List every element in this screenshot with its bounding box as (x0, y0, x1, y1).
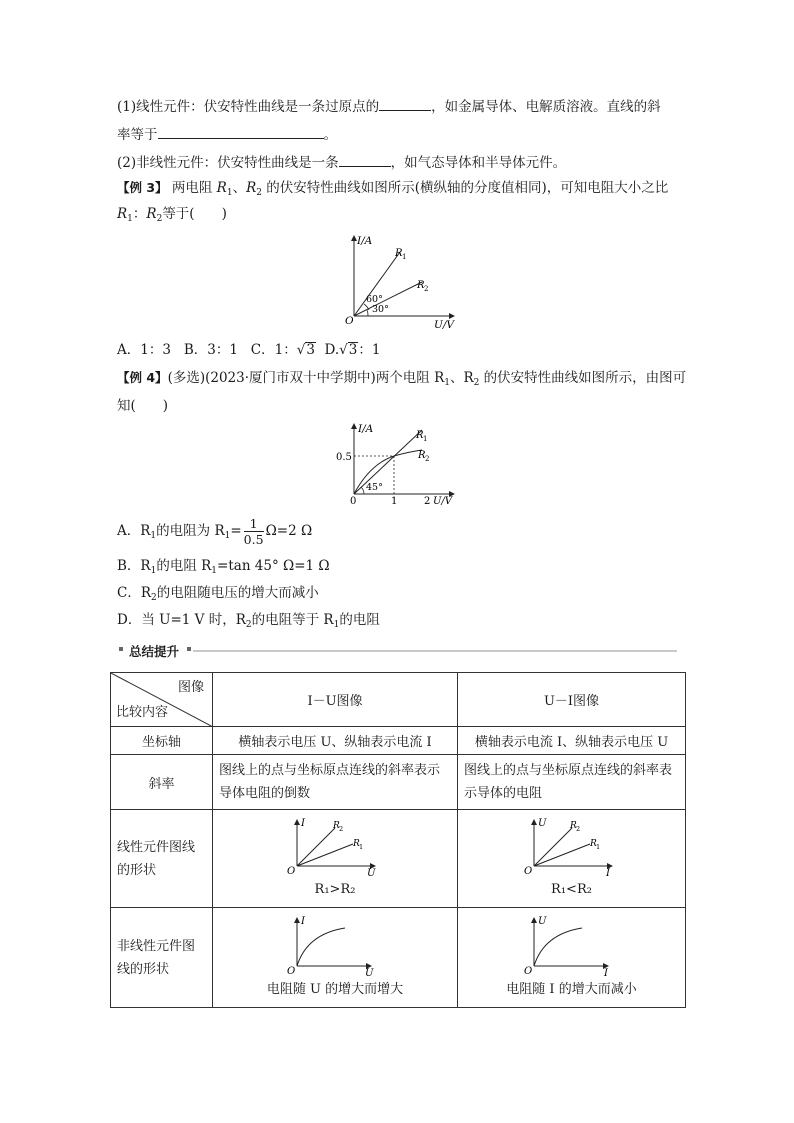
text: 。 (323, 127, 337, 143)
x-axis-label: I (603, 967, 608, 976)
text: D. (324, 342, 340, 358)
sub: 2 (151, 593, 157, 603)
header-ui: U－I图像 (458, 673, 686, 727)
var: R (246, 180, 257, 196)
text: (1)线性元件：伏安特性曲线是一条过原点的 (117, 99, 380, 115)
x-axis-label: I (605, 867, 610, 876)
sub: 1 (127, 214, 133, 224)
characteristic-curve (534, 928, 582, 966)
text: (多选)(2023·厦门市双十中学期中)两个电阻 R (167, 370, 445, 386)
example-4-graph (336, 420, 462, 508)
text: ，如金属导体、电解质溶液。直线的斜 (431, 99, 661, 115)
angle-arc (367, 310, 368, 316)
text: C．R (117, 585, 151, 601)
origin-label: O (523, 865, 532, 876)
table-header-row (111, 673, 686, 727)
text: Ω=2 Ω (265, 523, 313, 539)
text: 的电阻 (339, 612, 380, 628)
text: ：1 (358, 342, 381, 358)
option-d[interactable]: D.√3：1 (324, 342, 381, 358)
r2-sub: 2 (339, 824, 344, 833)
answer-blank[interactable] (339, 152, 391, 167)
text: ： (132, 206, 147, 222)
r2-line (297, 828, 335, 866)
iu-nonlinear-graph (285, 912, 385, 976)
r1-label: R (395, 248, 403, 259)
text: 两电阻 (171, 180, 217, 196)
summary-heading (117, 641, 677, 661)
sub: 1 (150, 566, 157, 576)
cell-iu-nonlinear (213, 908, 458, 1008)
sub: 1 (150, 531, 157, 541)
example-4-option-c[interactable] (117, 583, 319, 603)
ui-nonlinear-graph (522, 912, 622, 976)
header-image: 图像 (177, 680, 204, 695)
answer-blank[interactable] (158, 124, 324, 139)
text: D．当 U=1 V 时，R (117, 612, 246, 628)
r1-label: R (416, 430, 424, 441)
paragraph-linear-element-cont (117, 124, 337, 145)
text: A．R (117, 523, 151, 539)
x-tick-label: 2 (424, 496, 431, 507)
r1-label: R (589, 838, 597, 849)
text: 的电阻随电压的增大而减小 (156, 585, 319, 601)
text: 知( ) (117, 398, 169, 414)
example-tag: 【例 4】 (117, 370, 168, 385)
iu-linear-graph (285, 814, 385, 876)
option-b[interactable]: B．3：1 (183, 342, 238, 358)
cell-ui-slope: 图线上的点与坐标原点连线的斜率表示导体的电阻 (458, 755, 686, 810)
example-3-options (117, 340, 380, 360)
text: B．R (117, 558, 151, 574)
sub: 2 (256, 188, 262, 198)
diagonal-header-cell (111, 673, 213, 727)
r2-label: R (418, 450, 426, 461)
summary-title: 总结提升 (129, 644, 180, 659)
cell-ui-linear (458, 810, 686, 908)
example-4-option-b[interactable] (117, 556, 330, 576)
denominator: 0.5 (243, 532, 264, 547)
r1-line (297, 844, 353, 866)
example-tag: 【例 3】 (117, 180, 168, 195)
r2-sub: 2 (425, 455, 430, 463)
comparison-table (110, 672, 686, 1008)
caption-iu-linear: R₁>R₂ (314, 881, 356, 897)
text: 的伏安特性曲线如图所示(横纵轴的分度值相同)，可知电阻大小之比 (261, 180, 669, 196)
example-3-stem (117, 178, 668, 198)
angle-arc (361, 487, 364, 494)
radicand: 3 (306, 342, 315, 358)
bullet-icon (119, 647, 123, 651)
table-row (111, 810, 686, 908)
r1-sub: 1 (595, 842, 600, 851)
example-4-stem-cont (117, 396, 168, 416)
sub: 1 (333, 620, 340, 630)
caption-ui-linear: R₁<R₂ (551, 881, 592, 897)
sub: 2 (156, 214, 163, 224)
example-4-stem (117, 368, 686, 388)
example-3-graph (340, 232, 460, 330)
row-label-slope: 斜率 (111, 755, 213, 810)
row-label-axes: 坐标轴 (111, 727, 213, 755)
text: 的伏安特性曲线如图所示，由图可 (479, 370, 687, 386)
y-axis-label: I (301, 817, 305, 829)
r2-line (534, 828, 572, 866)
r2-sub: 2 (575, 824, 580, 833)
text: =tan 45° Ω=1 Ω (217, 558, 330, 574)
sub: 1 (211, 566, 218, 576)
r1-label: R (353, 838, 360, 849)
example-4-option-a[interactable] (117, 516, 312, 547)
table-row (111, 755, 686, 810)
cell-iu-axes: 横轴表示电压 U、纵轴表示电流 I (213, 727, 458, 755)
characteristic-curve (297, 928, 345, 966)
r1-line (534, 844, 590, 866)
text: 的电阻等于 R (251, 612, 334, 628)
angle-label: 45° (366, 482, 383, 493)
r1-sub: 1 (402, 253, 407, 261)
option-c[interactable]: C．1：√3 (250, 342, 315, 358)
var: R (216, 180, 227, 196)
r1-line (354, 430, 422, 494)
cell-iu-slope: 图线上的点与坐标原点连线的斜率表示导体电阻的倒数 (213, 755, 458, 810)
origin-label: O (345, 315, 354, 327)
table-row (111, 908, 686, 1008)
example-3-stem-cont (117, 204, 227, 224)
y-axis-label: I/A (358, 423, 374, 435)
text: 、R (449, 370, 474, 386)
var: R (117, 206, 128, 222)
paragraph-nonlinear-element (117, 152, 566, 173)
origin-label: O (287, 965, 296, 976)
x-axis-label: U (365, 967, 374, 976)
text: 等于( ) (162, 206, 227, 222)
option-a[interactable]: A．1：3 (117, 342, 171, 358)
angle-30-label: 30° (372, 304, 389, 315)
y-axis-label: U (537, 817, 546, 829)
y-tick-label: 0.5 (336, 452, 352, 463)
y-axis-label: I/A (357, 235, 373, 247)
cell-iu-linear (213, 810, 458, 908)
x-axis-label: U/V (434, 319, 454, 330)
caption-ui-nonlinear: 电阻随 I 的增大而减小 (506, 981, 637, 997)
r2-label: R (417, 280, 425, 291)
x-axis-label: U/V (433, 496, 453, 507)
text: 、 (232, 180, 247, 196)
text: C．1： (250, 342, 297, 358)
x-axis-label: U (367, 867, 376, 876)
r2-sub: 2 (424, 285, 429, 293)
cell-ui-axes: 横轴表示电流 I、纵轴表示电压 U (458, 727, 686, 755)
text: 的电阻为 R (156, 523, 225, 539)
text: ，如气态导体和半导体元件。 (390, 155, 567, 171)
var: R (146, 206, 157, 222)
fraction (244, 516, 264, 547)
sub: 1 (224, 531, 231, 541)
sub: 1 (226, 188, 233, 198)
answer-blank[interactable] (379, 96, 431, 111)
sub: 2 (245, 620, 252, 630)
sub: 1 (444, 378, 450, 388)
r2-label: R (569, 820, 577, 831)
sub: 2 (473, 378, 480, 388)
header-compare: 比较内容 (116, 705, 169, 720)
paragraph-linear-element (117, 96, 661, 117)
radicand: 3 (348, 342, 358, 358)
numerator: 1 (244, 516, 264, 532)
text: 率等于 (117, 127, 158, 143)
angle-60-label: 60° (366, 294, 383, 305)
row-label-nonlinear: 非线性元件图线的形状 (111, 908, 213, 1008)
y-axis-label: U (537, 915, 546, 927)
table-row (111, 727, 686, 755)
row-label-linear: 线性元件图线的形状 (111, 810, 213, 908)
origin-label: O (287, 865, 296, 876)
origin-label: 0 (350, 496, 357, 507)
x-tick-label: 1 (391, 496, 398, 507)
r2-label: R (333, 820, 340, 831)
divider (193, 650, 677, 652)
r1-sub: 1 (423, 435, 428, 443)
bullet-icon (187, 647, 191, 651)
text: 的电阻 R (156, 558, 212, 574)
r2-curve (354, 450, 422, 494)
cell-ui-nonlinear (458, 908, 686, 1008)
header-iu: I－U图像 (213, 673, 458, 727)
origin-label: O (523, 965, 532, 976)
y-axis-label: I (301, 915, 305, 927)
r1-sub: 1 (359, 842, 364, 851)
text: (2)非线性元件：伏安特性曲线是一条 (117, 155, 339, 171)
caption-iu-nonlinear: 电阻随 U 的增大而增大 (266, 981, 404, 997)
ui-linear-graph (522, 814, 622, 876)
text: = (230, 523, 242, 539)
example-4-option-d[interactable] (117, 610, 380, 630)
